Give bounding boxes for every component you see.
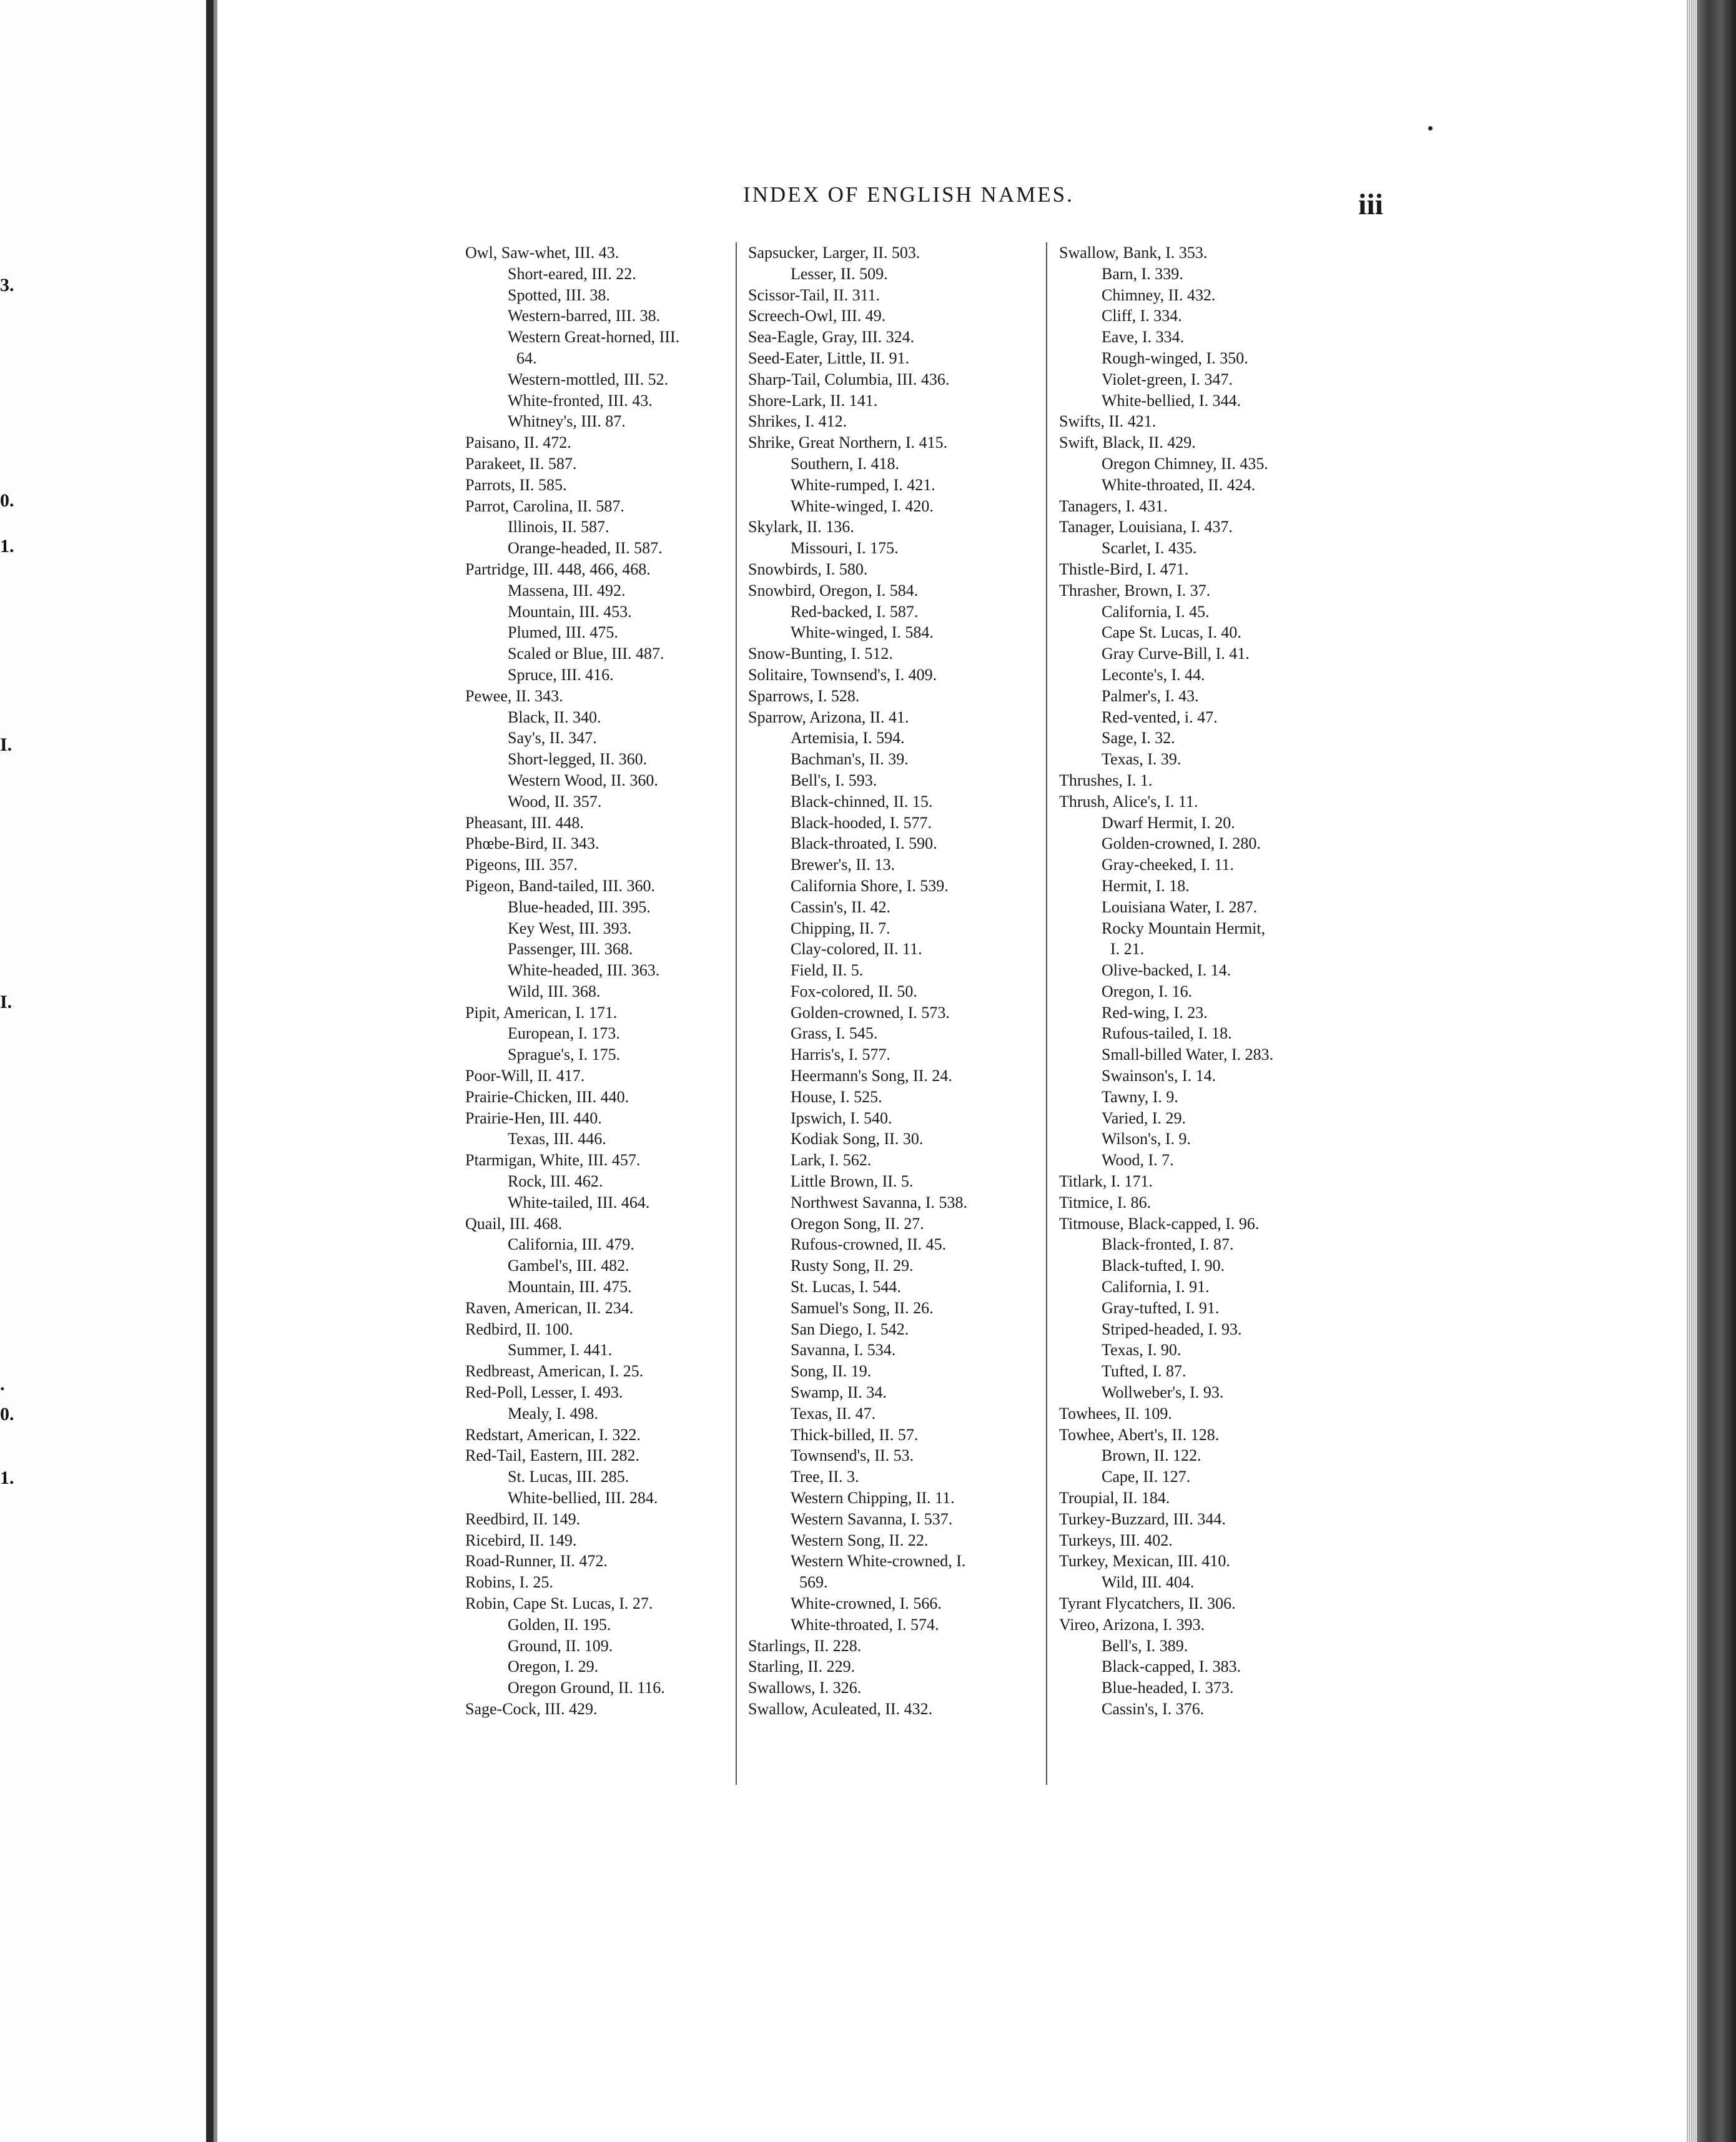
index-subentry: White-bellied, III. 284. [508, 1489, 658, 1508]
index-subentry: Fox-colored, II. 50. [791, 982, 917, 1000]
index-subentry: Tree, II. 3. [791, 1468, 859, 1486]
index-entry: Snowbirds, I. 580. [748, 560, 868, 578]
index-subentry: Heermann's Song, II. 24. [791, 1067, 952, 1085]
index-subentry: Cape St. Lucas, I. 40. [1102, 623, 1241, 642]
index-entry: Paisano, II. 472. [465, 433, 571, 452]
index-subentry: White-winged, I. 584. [791, 623, 934, 642]
index-subentry: White-winged, I. 420. [791, 496, 934, 515]
index-subentry: Lark, I. 562. [791, 1151, 872, 1170]
index-subentry: Key West, III. 393. [508, 919, 632, 937]
index-column-2 [748, 242, 1054, 1720]
prev-page-mark: . [0, 1374, 5, 1394]
index-entry: Skylark, II. 136. [748, 518, 854, 536]
index-entry: Turkey-Buzzard, III. 344. [1059, 1509, 1226, 1528]
index-subentry: Oregon Song, II. 27. [791, 1214, 924, 1233]
index-subentry: Bell's, I. 389. [1102, 1636, 1188, 1655]
index-subentry: Texas, I. 39. [1102, 750, 1181, 769]
index-entry: Swallows, I. 326. [748, 1679, 862, 1697]
index-subentry: Wollweber's, I. 93. [1102, 1383, 1224, 1402]
index-subentry: Passenger, III. 368. [508, 940, 633, 959]
index-subentry: Palmer's, I. 43. [1102, 686, 1199, 705]
index-entry: Parakeet, II. 587. [465, 454, 577, 473]
prev-page-mark: 1. [0, 1468, 14, 1488]
prev-page-mark: 1. [0, 536, 14, 556]
index-entry: Road-Runner, II. 472. [465, 1552, 608, 1571]
index-subentry: Little Brown, II. 5. [791, 1172, 914, 1191]
index-subentry: San Diego, I. 542. [791, 1320, 909, 1338]
index-entry: Swallow, Aculeated, II. 432. [748, 1699, 933, 1718]
index-subentry: Artemisia, I. 594. [791, 729, 905, 748]
index-subentry: Hermit, I. 18. [1102, 876, 1190, 895]
index-subentry: White-fronted, III. 43. [508, 391, 653, 410]
index-subentry: California Shore, I. 539. [791, 876, 949, 895]
index-subentry: Swainson's, I. 14. [1102, 1067, 1216, 1085]
index-entry: Snow-Bunting, I. 512. [748, 644, 893, 663]
index-subentry: Bell's, I. 593. [791, 771, 877, 789]
page-block-edge [1686, 0, 1697, 2142]
index-subentry: Mountain, III. 475. [508, 1278, 632, 1296]
ink-speck [1428, 126, 1433, 131]
index-entry: Red-Tail, Eastern, III. 282. [465, 1446, 640, 1465]
index-subentry: Swamp, II. 34. [791, 1383, 887, 1402]
index-entry: Seed-Eater, Little, II. 91. [748, 348, 910, 367]
prev-page-mark: 0. [0, 490, 14, 511]
index-subentry: Black, II. 340. [508, 708, 601, 726]
index-subentry: Sprague's, I. 175. [508, 1045, 621, 1064]
index-subentry: Scarlet, I. 435. [1102, 539, 1197, 558]
index-subentry: Ground, II. 109. [508, 1636, 613, 1655]
index-subentry: Eave, I. 334. [1102, 328, 1185, 347]
index-subentry: Rocky Mountain Hermit, [1102, 919, 1266, 937]
index-entry: Sharp-Tail, Columbia, III. 436. [748, 370, 950, 388]
index-subentry: Golden-crowned, I. 573. [791, 1003, 950, 1022]
index-subentry: Oregon Chimney, II. 435. [1102, 454, 1268, 473]
running-title: INDEX OF ENGLISH NAMES. [743, 182, 1074, 207]
index-subentry: Southern, I. 418. [791, 454, 900, 473]
index-entry: Tanager, Louisiana, I. 437. [1059, 518, 1233, 536]
index-entry: Thrushes, I. 1. [1059, 771, 1153, 789]
index-subentry: Brown, II. 122. [1102, 1446, 1201, 1465]
index-subentry: Golden-crowned, I. 280. [1102, 834, 1261, 853]
index-entry: Prairie-Hen, III. 440. [465, 1108, 602, 1127]
index-entry: Vireo, Arizona, I. 393. [1059, 1615, 1205, 1634]
index-subentry: Short-eared, III. 22. [508, 264, 636, 283]
index-entry: Prairie-Chicken, III. 440. [465, 1087, 629, 1106]
index-subentry: Orange-headed, II. 587. [508, 539, 663, 558]
index-entry: Titlark, I. 171. [1059, 1172, 1153, 1191]
index-entry: Tyrant Flycatchers, II. 306. [1059, 1594, 1236, 1612]
index-subentry: Cassin's, I. 376. [1102, 1699, 1205, 1718]
index-subentry: White-crowned, I. 566. [791, 1594, 942, 1612]
index-subentry: Lesser, II. 509. [791, 264, 888, 283]
index-entry: Reedbird, II. 149. [465, 1509, 581, 1528]
index-subentry: Blue-headed, I. 373. [1102, 1679, 1234, 1697]
index-entry: Swift, Black, II. 429. [1059, 433, 1196, 452]
index-entry: Pewee, II. 343. [465, 686, 563, 705]
index-subentry: Spruce, III. 416. [508, 665, 614, 684]
index-subentry: Cape, II. 127. [1102, 1468, 1191, 1486]
index-subentry: Song, II. 19. [791, 1362, 872, 1381]
index-subentry: Western Savanna, I. 537. [791, 1509, 953, 1528]
index-subentry: Mealy, I. 498. [508, 1404, 598, 1423]
index-subentry: Oregon Ground, II. 116. [508, 1679, 665, 1697]
index-subentry: Rough-winged, I. 350. [1102, 348, 1248, 367]
index-entry: Ptarmigan, White, III. 457. [465, 1151, 641, 1170]
index-subentry: Rufous-crowned, II. 45. [791, 1235, 947, 1254]
index-continuation: 64. [516, 348, 537, 367]
index-entry: Robins, I. 25. [465, 1573, 553, 1592]
index-entry: Swallow, Bank, I. 353. [1059, 244, 1208, 262]
index-subentry: Dwarf Hermit, I. 20. [1102, 813, 1235, 832]
index-entry: Solitaire, Townsend's, I. 409. [748, 665, 937, 684]
index-entry: Owl, Saw-whet, III. 43. [465, 244, 619, 262]
index-subentry: California, I. 45. [1102, 602, 1210, 621]
index-subentry: Rock, III. 462. [508, 1172, 603, 1191]
index-column-3 [1059, 242, 1384, 1720]
index-subentry: Violet-green, I. 347. [1102, 370, 1233, 388]
index-continuation: I. 21. [1110, 940, 1145, 959]
index-subentry: House, I. 525. [791, 1087, 882, 1106]
index-subentry: Illinois, II. 587. [508, 518, 609, 536]
index-subentry: Western Wood, II. 360. [508, 771, 658, 789]
index-subentry: Red-vented, i. 47. [1102, 708, 1218, 726]
index-subentry: Gray-tufted, I. 91. [1102, 1298, 1220, 1317]
index-subentry: Barn, I. 339. [1102, 264, 1183, 283]
index-entry: Starlings, II. 228. [748, 1636, 862, 1655]
index-subentry: Harris's, I. 577. [791, 1045, 890, 1064]
index-entry: Snowbird, Oregon, I. 584. [748, 581, 919, 600]
index-subentry: Field, II. 5. [791, 961, 864, 980]
index-subentry: Olive-backed, I. 14. [1102, 961, 1231, 980]
index-subentry: Varied, I. 29. [1102, 1108, 1186, 1127]
index-subentry: Oregon, I. 16. [1102, 982, 1193, 1000]
index-subentry: Red-wing, I. 23. [1102, 1003, 1208, 1022]
index-subentry: Wild, III. 404. [1102, 1573, 1195, 1592]
index-subentry: White-bellied, I. 344. [1102, 391, 1241, 410]
column-divider [1046, 242, 1047, 1785]
index-entry: Sparrow, Arizona, II. 41. [748, 708, 909, 726]
index-subentry: Kodiak Song, II. 30. [791, 1130, 924, 1148]
index-subentry: St. Lucas, III. 285. [508, 1468, 629, 1486]
index-subentry: Plumed, III. 475. [508, 623, 618, 642]
index-subentry: St. Lucas, I. 544. [791, 1278, 901, 1296]
index-subentry: White-rumped, I. 421. [791, 475, 935, 494]
index-subentry: European, I. 173. [508, 1024, 620, 1043]
index-subentry: Samuel's Song, II. 26. [791, 1298, 934, 1317]
index-entry: Pigeons, III. 357. [465, 856, 578, 874]
index-entry: Turkeys, III. 402. [1059, 1531, 1173, 1549]
index-subentry: Black-capped, I. 383. [1102, 1657, 1241, 1676]
index-subentry: Gambel's, III. 482. [508, 1256, 629, 1275]
index-subentry: Short-legged, II. 360. [508, 750, 648, 769]
index-subentry: Western Great-horned, III. [508, 328, 680, 347]
index-subentry: Tufted, I. 87. [1102, 1362, 1186, 1381]
index-entry: Turkey, Mexican, III. 410. [1059, 1552, 1230, 1571]
index-entry: Redbird, II. 100. [465, 1320, 573, 1338]
index-subentry: Townsend's, II. 53. [791, 1446, 914, 1465]
book-edge-shadow [1697, 0, 1736, 2142]
index-subentry: California, I. 91. [1102, 1278, 1210, 1296]
index-subentry: Grass, I. 545. [791, 1024, 878, 1043]
index-entry: Redbreast, American, I. 25. [465, 1362, 644, 1381]
index-subentry: Wilson's, I. 9. [1102, 1130, 1191, 1148]
column-divider [736, 242, 737, 1785]
index-subentry: White-headed, III. 363. [508, 961, 660, 980]
index-entry: Thistle-Bird, I. 471. [1059, 560, 1189, 578]
index-entry: Ricebird, II. 149. [465, 1531, 577, 1549]
index-entry: Shrike, Great Northern, I. 415. [748, 433, 948, 452]
index-subentry: Savanna, I. 534. [791, 1341, 896, 1360]
index-subentry: Small-billed Water, I. 283. [1102, 1045, 1274, 1064]
index-entry: Titmice, I. 86. [1059, 1193, 1152, 1212]
index-subentry: Western-mottled, III. 52. [508, 370, 669, 388]
index-subentry: Black-tufted, I. 90. [1102, 1256, 1225, 1275]
index-subentry: Texas, II. 47. [791, 1404, 876, 1423]
index-subentry: Sage, I. 32. [1102, 729, 1175, 748]
index-continuation: 569. [799, 1573, 828, 1592]
index-subentry: Black-fronted, I. 87. [1102, 1235, 1234, 1254]
index-subentry: Rusty Song, II. 29. [791, 1256, 914, 1275]
index-subentry: Black-throated, I. 590. [791, 834, 937, 853]
index-entry: Scissor-Tail, II. 311. [748, 285, 880, 304]
index-subentry: Tawny, I. 9. [1102, 1087, 1178, 1106]
index-subentry: Golden, II. 195. [508, 1615, 611, 1634]
index-entry: Quail, III. 468. [465, 1214, 563, 1233]
index-subentry: Western Chipping, II. 11. [791, 1489, 955, 1508]
index-subentry: White-throated, II. 424. [1102, 475, 1256, 494]
index-subentry: Red-backed, I. 587. [791, 602, 919, 621]
index-subentry: Missouri, I. 175. [791, 539, 899, 558]
index-entry: Pipit, American, I. 171. [465, 1003, 618, 1022]
index-subentry: Thick-billed, II. 57. [791, 1425, 919, 1444]
index-subentry: Louisiana Water, I. 287. [1102, 897, 1258, 916]
prev-page-mark: I. [0, 992, 12, 1012]
index-entry: Shrikes, I. 412. [748, 412, 847, 431]
index-subentry: Northwest Savanna, I. 538. [791, 1193, 968, 1212]
index-subentry: Leconte's, I. 44. [1102, 665, 1205, 684]
index-subentry: Striped-headed, I. 93. [1102, 1320, 1242, 1338]
index-entry: Starling, II. 229. [748, 1657, 856, 1676]
index-entry: Sage-Cock, III. 429. [465, 1699, 598, 1718]
index-entry: Swifts, II. 421. [1059, 412, 1157, 431]
index-entry: Parrot, Carolina, II. 587. [465, 496, 624, 515]
index-subentry: Summer, I. 441. [508, 1341, 613, 1360]
index-entry: Towhee, Abert's, II. 128. [1059, 1425, 1220, 1444]
index-subentry: Bachman's, II. 39. [791, 750, 909, 769]
page-number: iii [1358, 188, 1384, 221]
index-entry: Redstart, American, I. 322. [465, 1425, 641, 1444]
index-subentry: Say's, II. 347. [508, 729, 597, 748]
index-entry: Partridge, III. 448, 466, 468. [465, 560, 651, 578]
index-subentry: Whitney's, III. 87. [508, 412, 626, 431]
prev-page-mark: 3. [0, 275, 14, 295]
index-entry: Sapsucker, Larger, II. 503. [748, 244, 920, 262]
index-entry: Towhees, II. 109. [1059, 1404, 1172, 1423]
index-subentry: Spotted, III. 38. [508, 285, 610, 304]
index-subentry: Western-barred, III. 38. [508, 307, 661, 325]
index-entry: Red-Poll, Lesser, I. 493. [465, 1383, 623, 1402]
index-entry: Pheasant, III. 448. [465, 813, 584, 832]
index-entry: Troupial, II. 184. [1059, 1489, 1170, 1508]
index-subentry: Wood, II. 357. [508, 792, 602, 811]
index-subentry: Black-chinned, II. 15. [791, 792, 933, 811]
index-subentry: Blue-headed, III. 395. [508, 897, 651, 916]
index-entry: Parrots, II. 585. [465, 475, 567, 494]
index-entry: Raven, American, II. 234. [465, 1298, 634, 1317]
index-entry: Thrush, Alice's, I. 11. [1059, 792, 1198, 811]
index-entry: Screech-Owl, III. 49. [748, 307, 886, 325]
previous-page-edge [0, 0, 206, 2142]
index-subentry: Massena, III. 492. [508, 581, 626, 600]
index-subentry: Texas, I. 90. [1102, 1341, 1181, 1360]
book-gutter [206, 0, 214, 2142]
index-entry: Phœbe-Bird, II. 343. [465, 834, 599, 853]
index-subentry: Clay-colored, II. 11. [791, 940, 922, 959]
index-subentry: Texas, III. 446. [508, 1130, 606, 1148]
index-subentry: Mountain, III. 453. [508, 602, 632, 621]
index-column-1 [465, 242, 759, 1720]
index-entry: Sparrows, I. 528. [748, 686, 860, 705]
index-subentry: Cassin's, II. 42. [791, 897, 890, 916]
index-entry: Shore-Lark, II. 141. [748, 391, 878, 410]
index-subentry: White-tailed, III. 464. [508, 1193, 650, 1212]
index-subentry: Brewer's, II. 13. [791, 856, 895, 874]
index-entry: Pigeon, Band-tailed, III. 360. [465, 876, 655, 895]
index-subentry: Oregon, I. 29. [508, 1657, 599, 1676]
index-subentry: Rufous-tailed, I. 18. [1102, 1024, 1232, 1043]
index-subentry: Gray Curve-Bill, I. 41. [1102, 644, 1250, 663]
index-subentry: Western White-crowned, I. [791, 1552, 966, 1571]
index-subentry: Gray-cheeked, I. 11. [1102, 856, 1234, 874]
index-entry: Titmouse, Black-capped, I. 96. [1059, 1214, 1260, 1233]
index-subentry: Ipswich, I. 540. [791, 1108, 892, 1127]
index-entry: Tanagers, I. 431. [1059, 496, 1168, 515]
index-subentry: Wood, I. 7. [1102, 1151, 1174, 1170]
index-subentry: Wild, III. 368. [508, 982, 601, 1000]
index-subentry: Chipping, II. 7. [791, 919, 890, 937]
index-entry: Robin, Cape St. Lucas, I. 27. [465, 1594, 653, 1612]
index-subentry: Black-hooded, I. 577. [791, 813, 932, 832]
index-entry: Sea-Eagle, Gray, III. 324. [748, 328, 915, 347]
index-subentry: Scaled or Blue, III. 487. [508, 644, 664, 663]
index-subentry: Chimney, II. 432. [1102, 285, 1216, 304]
prev-page-mark: I. [0, 734, 12, 755]
index-entry: Thrasher, Brown, I. 37. [1059, 581, 1211, 600]
index-entry: Poor-Will, II. 417. [465, 1067, 585, 1085]
prev-page-mark: 0. [0, 1404, 14, 1424]
index-subentry: California, III. 479. [508, 1235, 634, 1254]
index-subentry: Western Song, II. 22. [791, 1531, 929, 1549]
index-subentry: Cliff, I. 334. [1102, 307, 1182, 325]
index-subentry: White-throated, I. 574. [791, 1615, 939, 1634]
